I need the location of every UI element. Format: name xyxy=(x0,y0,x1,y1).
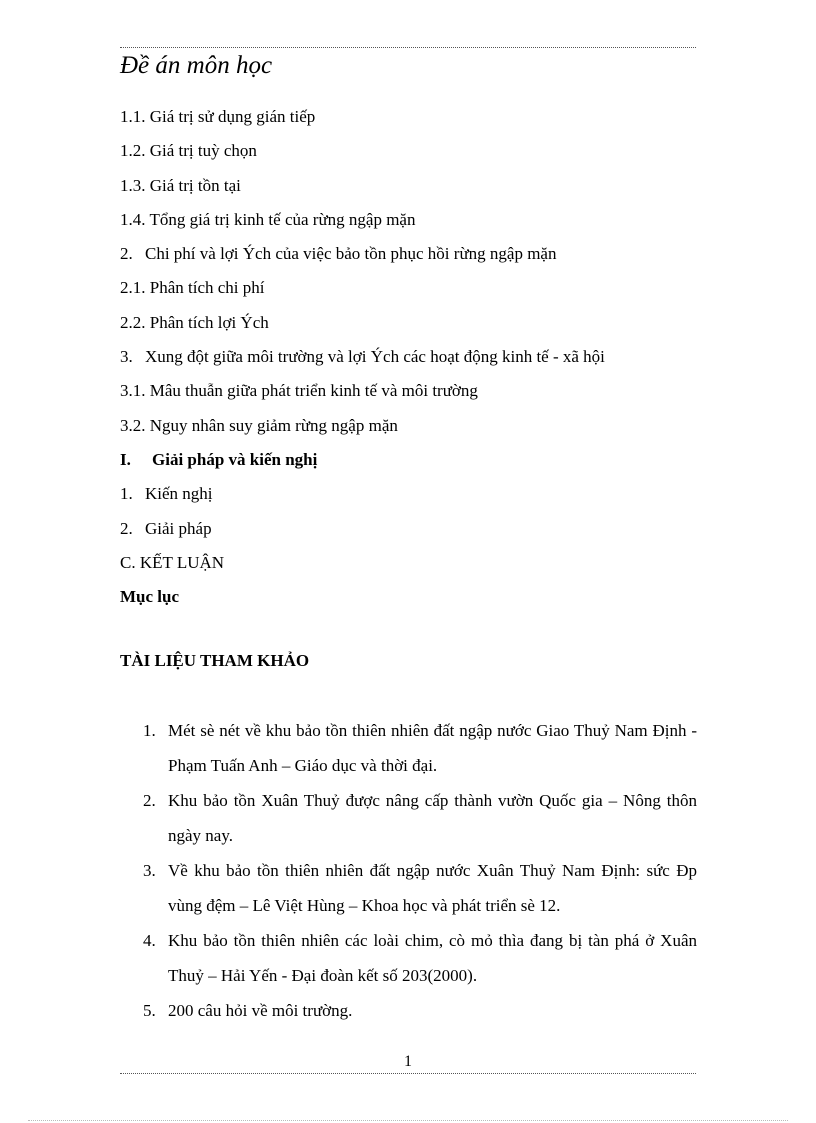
table-of-contents xyxy=(120,100,696,614)
reference-number: 2. xyxy=(143,791,156,810)
reference-number: 4. xyxy=(143,931,156,950)
toc-item-number: 3. xyxy=(120,347,133,367)
reference-text: Về khu bảo tồn thiên nhiên đất ngập nước Xuân Thuỷ Nam Định: sức Ðp vùng đệm – Lê Việt Hùng – Khoa học và phát triển sè 12. xyxy=(168,861,697,915)
page-header-title: Đề án môn học xyxy=(120,52,273,79)
toc-item xyxy=(120,271,696,305)
reference-number: 5. xyxy=(143,1001,156,1020)
reference-number: 3. xyxy=(143,861,156,880)
toc-item xyxy=(120,306,696,340)
toc-item-text: 1.4. Tổng giá trị kinh tế của rừng ngập mặn xyxy=(120,209,416,229)
toc-item xyxy=(120,134,696,168)
toc-item-text: Giải pháp và kiến nghị xyxy=(152,449,318,469)
reference-item xyxy=(143,784,697,853)
toc-item-text: Giải pháp xyxy=(145,518,212,538)
toc-item xyxy=(120,512,696,546)
toc-item-text: Xung đột giữa môi trường và lợi Ých các hoạt động kinh tế - xã hội xyxy=(145,347,605,367)
reference-item xyxy=(143,714,697,783)
toc-item xyxy=(120,546,696,580)
toc-item-text: Kiến nghị xyxy=(145,484,213,504)
reference-text: 200 câu hỏi về môi trường. xyxy=(168,1001,353,1020)
page-number: 1 xyxy=(404,1053,412,1070)
toc-item xyxy=(120,580,696,614)
reference-text: Khu bảo tồn thiên nhiên các loài chim, cò mỏ thìa đang bị tàn phá ở Xuân Thuỷ – Hải Yến - Đại đoàn kết số 203(2000). xyxy=(168,931,697,985)
reference-item xyxy=(143,994,697,1029)
toc-item xyxy=(120,409,696,443)
reference-item xyxy=(143,924,697,993)
toc-item-text: 1.1. Giá trị sử dụng gián tiếp xyxy=(120,107,316,126)
toc-item-text: C. KẾT LUẬN xyxy=(120,552,225,572)
header-rule xyxy=(120,47,696,48)
toc-item-text: 3.2. Nguy nhân suy giảm rừng ngập mặn xyxy=(120,415,398,435)
toc-item xyxy=(120,374,696,408)
toc-item-text: Mục lục xyxy=(120,587,180,607)
toc-item-text: Chi phí và lợi Ých của việc bảo tồn phục hồi rừng ngập mặn xyxy=(145,244,557,264)
toc-item xyxy=(120,443,696,477)
toc-item-number: 2. xyxy=(120,518,133,538)
toc-item-text: 1.3. Giá trị tồn tại xyxy=(120,175,241,195)
toc-item-text: 1.2. Giá trị tuỳ chọn xyxy=(120,141,257,161)
toc-item-number: I. xyxy=(120,449,131,469)
footer-rule xyxy=(120,1073,696,1074)
toc-item xyxy=(120,100,696,134)
toc-item-text: 2.1. Phân tích chi phí xyxy=(120,278,265,298)
toc-item xyxy=(120,340,696,374)
toc-item-number: 2. xyxy=(120,244,133,264)
references-title: TÀI LIỆU THAM KHẢO xyxy=(120,651,310,670)
toc-item-text: 3.1. Mâu thuẫn giữa phát triển kinh tế và môi trường xyxy=(120,381,478,401)
toc-item xyxy=(120,169,696,203)
reference-text: Mét sè nét về khu bảo tồn thiên nhiên đất ngập nước Giao Thuỷ Nam Định - Phạm Tuấn Anh – Giáo dục và thời đại. xyxy=(168,721,697,775)
toc-item xyxy=(120,237,696,271)
reference-item xyxy=(143,854,697,923)
references-list xyxy=(143,714,697,1030)
toc-item xyxy=(120,203,696,237)
reference-number: 1. xyxy=(143,721,156,740)
toc-item-text: 2.2. Phân tích lợi Ých xyxy=(120,312,269,332)
reference-text: Khu bảo tồn Xuân Thuỷ được nâng cấp thành vườn Quốc gia – Nông thôn ngày nay. xyxy=(168,791,697,845)
toc-item-number: 1. xyxy=(120,484,133,504)
page-bottom-rule xyxy=(28,1120,788,1121)
toc-item xyxy=(120,477,696,511)
